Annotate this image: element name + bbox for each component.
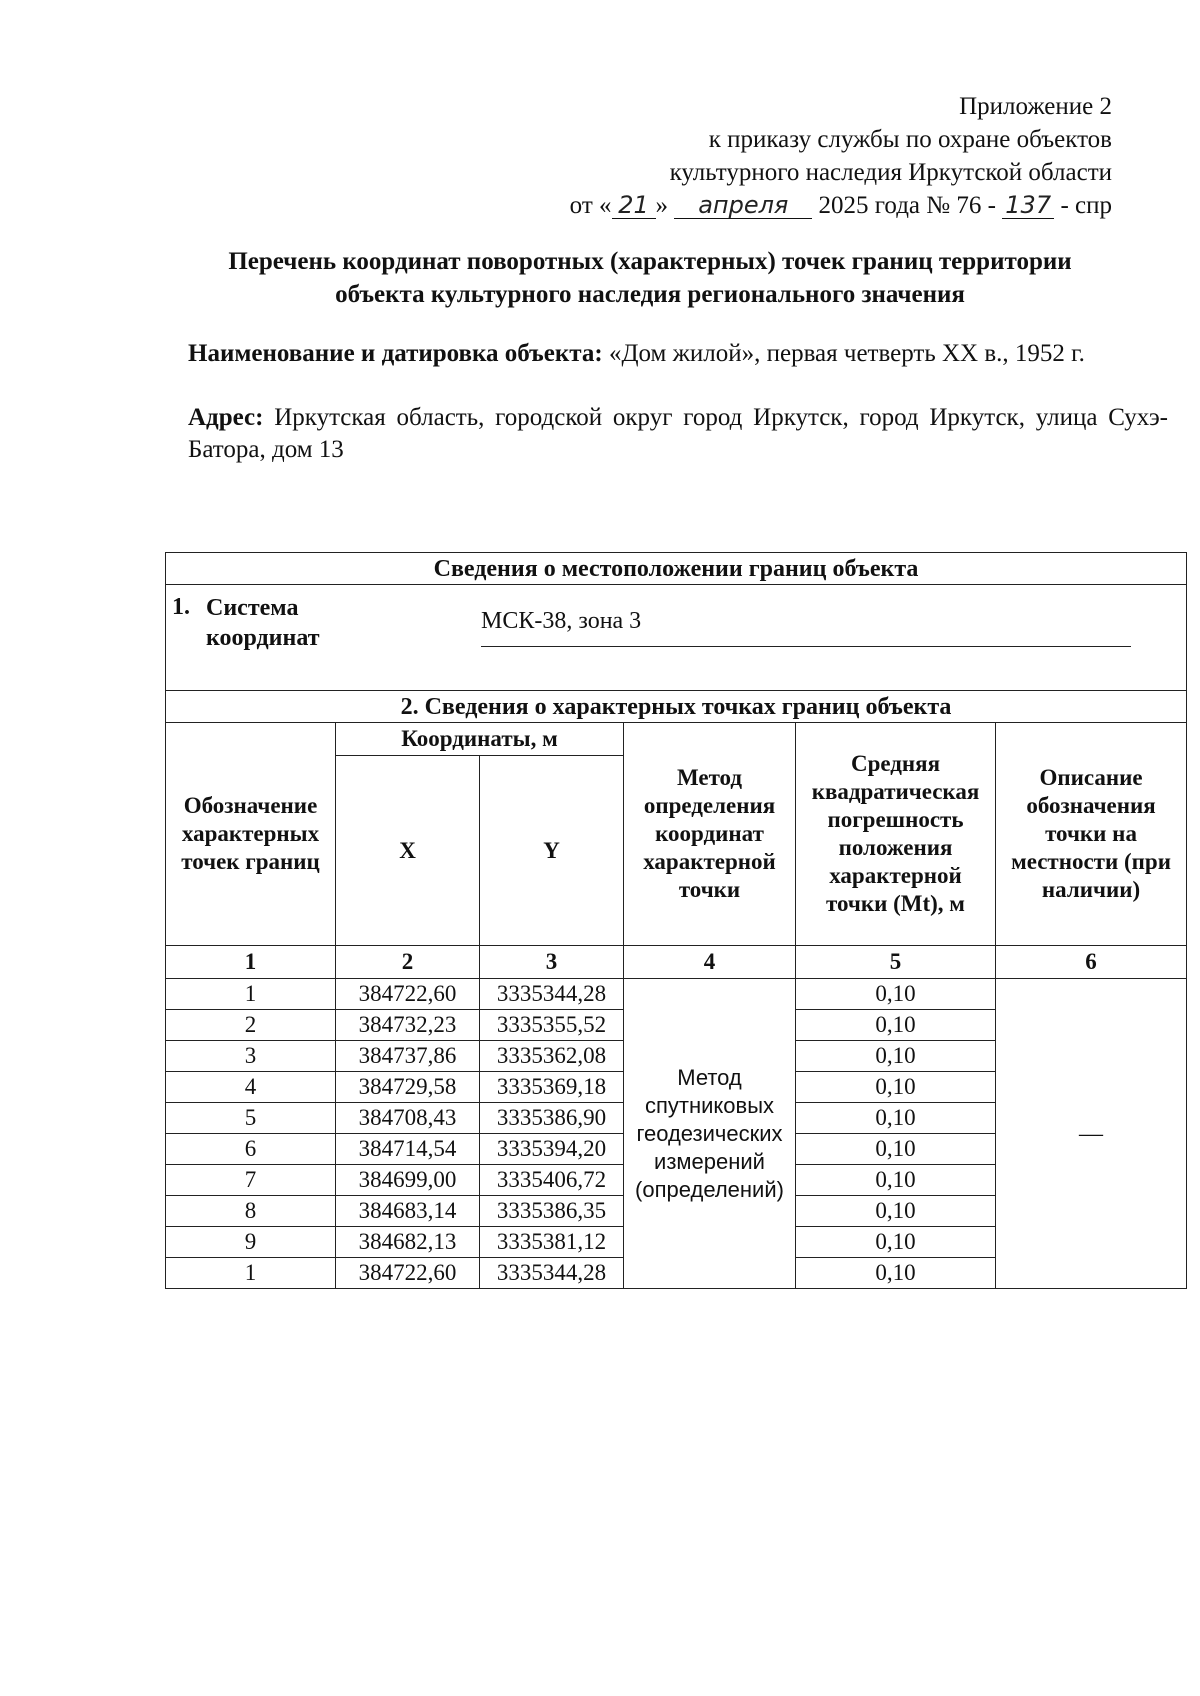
appendix-line-2: к приказу службы по охране объектов xyxy=(708,126,1112,153)
x-cell: 384722,60 xyxy=(336,1258,480,1289)
order-suffix: - спр xyxy=(1060,192,1112,219)
col-description: Описание обозначения точки на местности (при наличии) xyxy=(996,723,1187,946)
appendix-line-3: культурного наследия Иркутской области xyxy=(669,159,1112,186)
mt-cell: 0,10 xyxy=(796,1010,996,1041)
mt-cell: 0,10 xyxy=(796,1041,996,1072)
coordinate-system-label xyxy=(206,593,320,653)
handwritten-order-number: 137 xyxy=(1002,192,1054,219)
mt-cell: 0,10 xyxy=(796,1103,996,1134)
appendix-line-1: Приложение 2 xyxy=(959,93,1112,120)
x-cell: 384708,43 xyxy=(336,1103,480,1134)
y-cell: 3335406,72 xyxy=(480,1165,624,1196)
date-mid: » xyxy=(655,192,669,219)
col-error: Средняя квадратическая погрешность положения характерной точки (Mt), м xyxy=(796,723,996,946)
y-cell: 3335386,35 xyxy=(480,1196,624,1227)
x-cell: 384699,00 xyxy=(336,1165,480,1196)
coordinates-table xyxy=(165,552,1187,1289)
col-method: Метод определения координат характерной точки xyxy=(624,723,796,946)
coordinate-system-value: МСК-38, зона 3 xyxy=(481,608,642,634)
coordinate-system-label-line-2: координат xyxy=(206,625,320,651)
col-number-5: 5 xyxy=(796,946,996,979)
coordinate-system-cell xyxy=(166,585,1187,691)
x-cell: 384732,23 xyxy=(336,1010,480,1041)
x-cell: 384682,13 xyxy=(336,1227,480,1258)
points-section-title: 2. Сведения о характерных точках границ объекта xyxy=(166,691,1187,723)
col-number-6: 6 xyxy=(996,946,1187,979)
coordinate-system-label-line-1: Система xyxy=(206,595,299,621)
x-cell: 384729,58 xyxy=(336,1072,480,1103)
method-cell: Метод спутниковых геодезических измерений (определений) xyxy=(624,979,796,1289)
point-cell: 2 xyxy=(166,1010,336,1041)
col-x: X xyxy=(336,756,480,946)
object-address-paragraph xyxy=(188,402,1168,466)
col-point-designation: Обозначение характерных точек границ xyxy=(166,723,336,946)
point-cell: 1 xyxy=(166,1258,336,1289)
title-line-1: Перечень координат поворотных (характерных) точек границ территории xyxy=(228,248,1072,275)
col-number-3: 3 xyxy=(480,946,624,979)
y-cell: 3335355,52 xyxy=(480,1010,624,1041)
mt-cell: 0,10 xyxy=(796,1196,996,1227)
handwritten-day: 21 xyxy=(612,192,656,219)
col-y: Y xyxy=(480,756,624,946)
mt-cell: 0,10 xyxy=(796,979,996,1010)
col-number-2: 2 xyxy=(336,946,480,979)
coordinate-system-number: 1. xyxy=(172,594,190,620)
y-cell: 3335344,28 xyxy=(480,979,624,1010)
y-cell: 3335394,20 xyxy=(480,1134,624,1165)
col-number-4: 4 xyxy=(624,946,796,979)
point-cell: 3 xyxy=(166,1041,336,1072)
date-year: 2025 года № 76 - xyxy=(818,192,996,219)
point-cell: 8 xyxy=(166,1196,336,1227)
appendix-date-line xyxy=(412,189,1112,222)
y-cell: 3335381,12 xyxy=(480,1227,624,1258)
handwritten-month: апреля xyxy=(674,192,812,219)
mt-cell: 0,10 xyxy=(796,1258,996,1289)
mt-cell: 0,10 xyxy=(796,1165,996,1196)
x-cell: 384722,60 xyxy=(336,979,480,1010)
object-address-label: Адрес: xyxy=(188,404,264,431)
y-cell: 3335362,08 xyxy=(480,1041,624,1072)
col-coordinates: Координаты, м xyxy=(336,723,624,756)
coordinate-system-underline xyxy=(481,646,1131,647)
date-prefix: от « xyxy=(569,192,612,219)
point-cell: 7 xyxy=(166,1165,336,1196)
point-cell: 9 xyxy=(166,1227,336,1258)
point-cell: 4 xyxy=(166,1072,336,1103)
mt-cell: 0,10 xyxy=(796,1134,996,1165)
point-cell: 1 xyxy=(166,979,336,1010)
mt-cell: 0,10 xyxy=(796,1072,996,1103)
x-cell: 384737,86 xyxy=(336,1041,480,1072)
y-cell: 3335386,90 xyxy=(480,1103,624,1134)
object-address-value: Иркутская область, городской округ город Иркутск, город Иркутск, улица Сухэ-Батора, дом 13 xyxy=(188,404,1169,463)
col-number-1: 1 xyxy=(166,946,336,979)
object-name-paragraph xyxy=(188,338,1168,370)
document-title xyxy=(150,245,1150,311)
table-row xyxy=(166,979,1187,1010)
mt-cell: 0,10 xyxy=(796,1227,996,1258)
x-cell: 384683,14 xyxy=(336,1196,480,1227)
point-cell: 5 xyxy=(166,1103,336,1134)
y-cell: 3335369,18 xyxy=(480,1072,624,1103)
object-name-label: Наименование и датировка объекта: xyxy=(188,340,603,367)
section-title: Сведения о местоположении границ объекта xyxy=(166,553,1187,585)
appendix-header xyxy=(412,90,1112,222)
x-cell: 384714,54 xyxy=(336,1134,480,1165)
object-name-value: «Дом жилой», первая четверть XX в., 1952 г. xyxy=(608,340,1085,367)
title-line-2: объекта культурного наследия регионального значения xyxy=(335,281,965,308)
point-cell: 6 xyxy=(166,1134,336,1165)
description-cell: — xyxy=(996,979,1187,1289)
y-cell: 3335344,28 xyxy=(480,1258,624,1289)
